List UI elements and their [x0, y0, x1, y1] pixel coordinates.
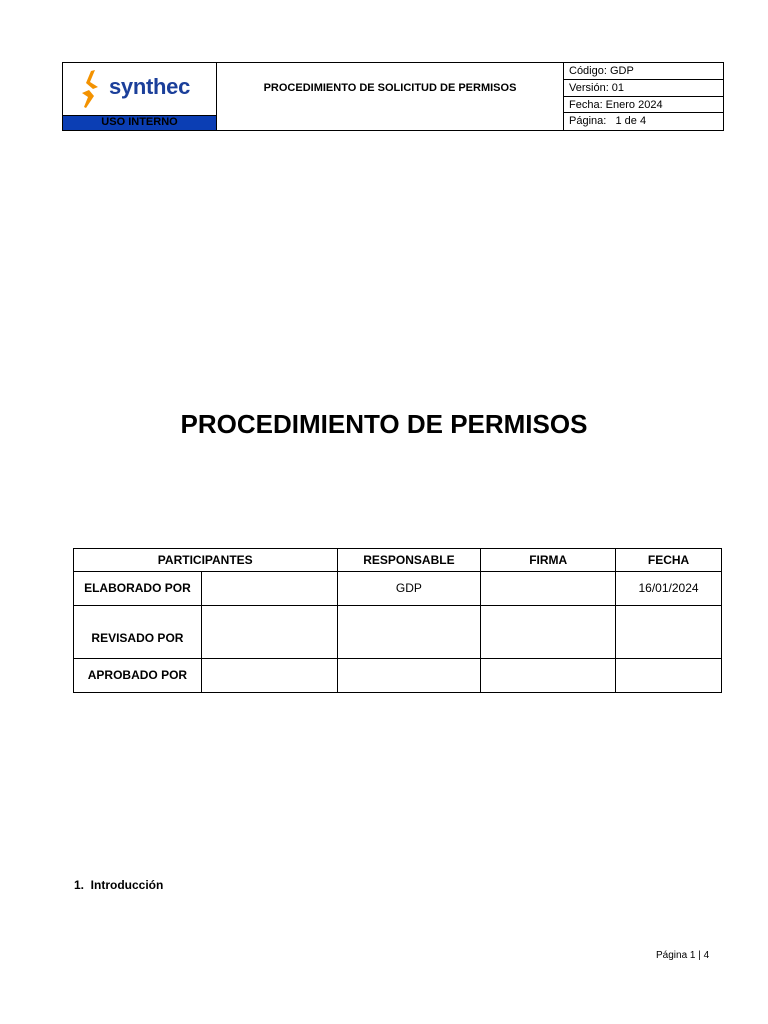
row-blank [201, 572, 337, 606]
col-firma: FIRMA [481, 549, 616, 572]
col-participantes: PARTICIPANTES [74, 549, 338, 572]
approval-table [73, 548, 722, 693]
header-doc-title: PROCEDIMIENTO DE SOLICITUD DE PERMISOS [217, 63, 564, 130]
meta-code: Código: GDP [564, 63, 723, 80]
row-firma [481, 606, 616, 659]
row-blank [201, 659, 337, 693]
row-firma [481, 572, 616, 606]
row-responsable: GDP [337, 572, 481, 606]
row-fecha [616, 659, 722, 693]
header-meta [564, 63, 723, 130]
row-blank [201, 606, 337, 659]
col-responsable: RESPONSABLE [337, 549, 481, 572]
col-fecha: FECHA [616, 549, 722, 572]
logo-wordmark: synthec [109, 74, 191, 99]
page-title: PROCEDIMIENTO DE PERMISOS [180, 409, 588, 439]
row-fecha [616, 606, 722, 659]
meta-version: Versión: 01 [564, 80, 723, 97]
meta-date: Fecha: Enero 2024 [564, 97, 723, 114]
meta-page: Página: 1 de 4 [569, 115, 647, 128]
row-role: REVISADO POR [74, 606, 202, 659]
row-role: APROBADO POR [74, 659, 202, 693]
table-row [74, 572, 722, 606]
page-footer: Página 1 | 4 [656, 950, 710, 961]
table-header-row [74, 549, 722, 572]
synthec-logo-icon [81, 69, 103, 109]
section-heading-introduccion: 1. Introducción [74, 878, 164, 892]
document-header [62, 62, 724, 131]
logo-cell [63, 63, 217, 115]
row-firma [481, 659, 616, 693]
row-responsable [337, 659, 481, 693]
row-fecha: 16/01/2024 [616, 572, 722, 606]
row-role: ELABORADO POR [74, 572, 202, 606]
classification-label: USO INTERNO [63, 115, 217, 130]
row-responsable [337, 606, 481, 659]
table-row [74, 606, 722, 659]
table-row [74, 659, 722, 693]
